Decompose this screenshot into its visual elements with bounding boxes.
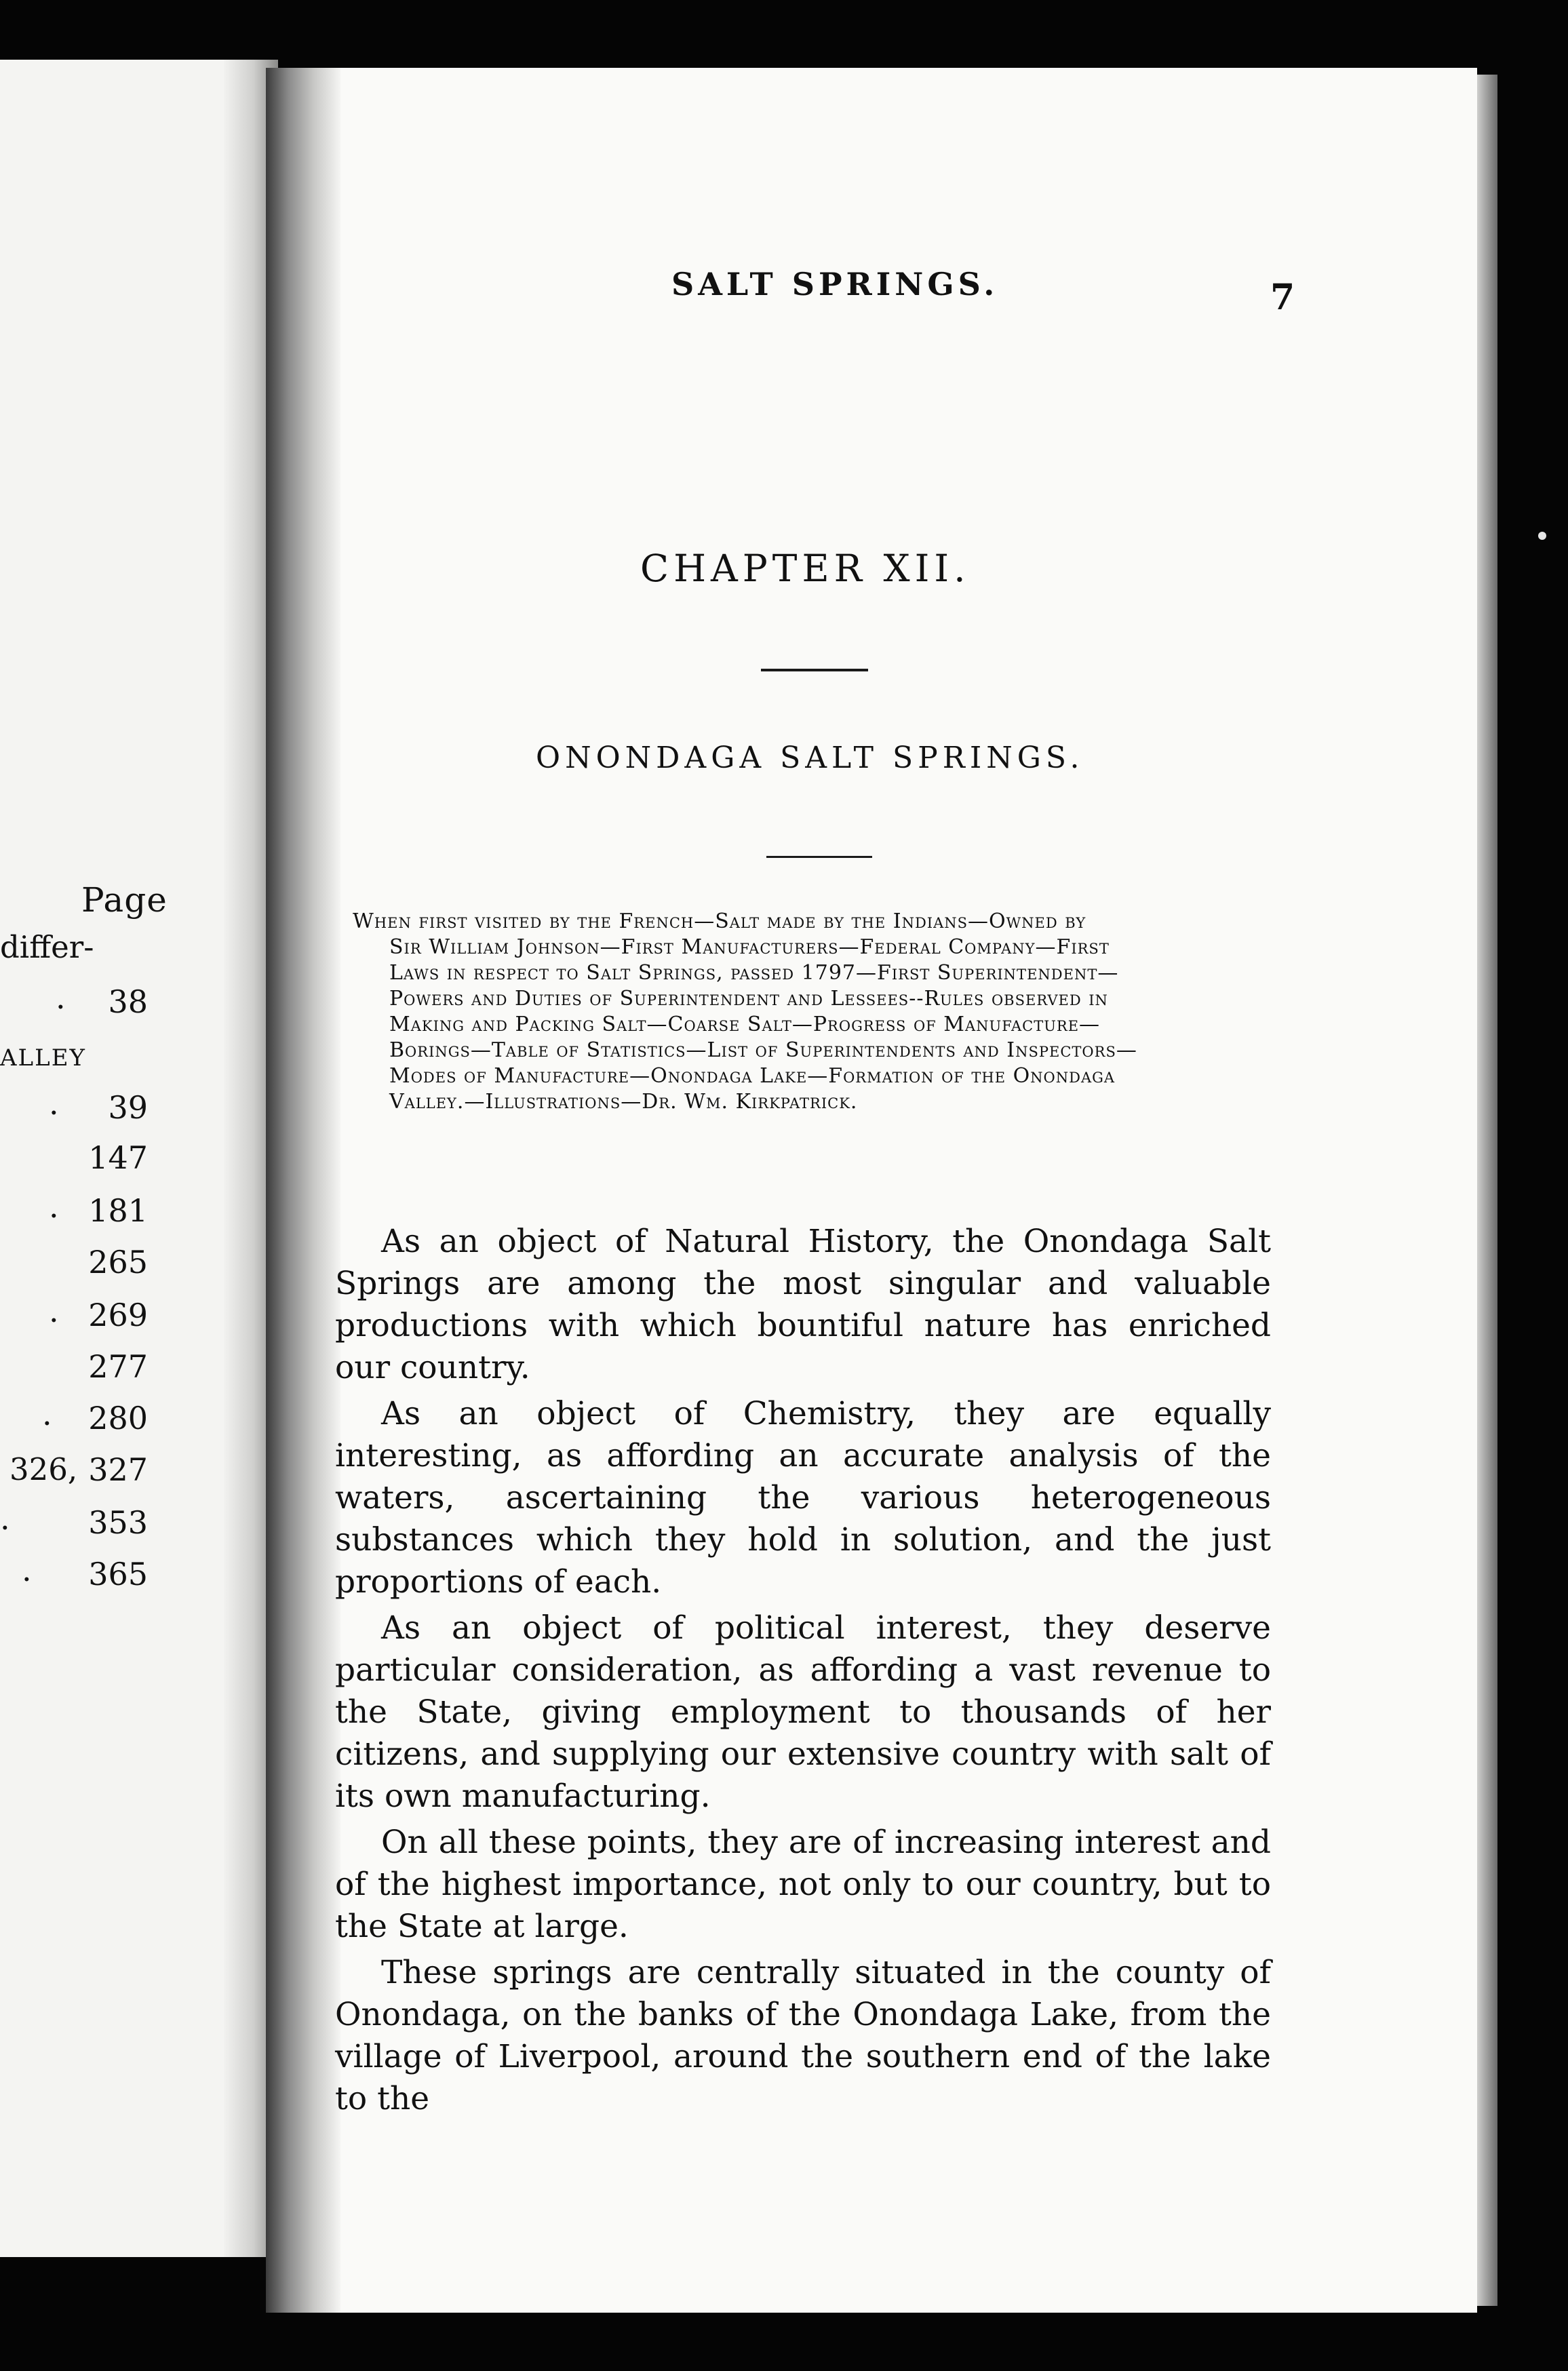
scan-artifact-dot bbox=[1538, 532, 1546, 540]
left-page-line-differ: differ- bbox=[0, 929, 94, 965]
leader-dot: . bbox=[42, 1396, 52, 1432]
left-page-line-alley: ALLEY bbox=[0, 1044, 86, 1072]
synopsis-line: Laws in respect to Salt Springs, passed 1797—First Superintendent— bbox=[389, 961, 1119, 985]
page-ref-number: 277 bbox=[88, 1348, 148, 1385]
leader-dot: . bbox=[22, 1552, 32, 1588]
page-ref-number: 365 bbox=[88, 1556, 148, 1592]
divider-rule bbox=[761, 669, 868, 671]
paragraph: These springs are centrally situated in the county of Onondaga, on the banks of the Onondaga Lake, from the village of Liverpool, around the southern end of the lake to the bbox=[335, 1954, 1271, 2117]
page-ref-number: 280 bbox=[88, 1400, 148, 1436]
right-page-spine-shadow bbox=[266, 68, 340, 2313]
right-page-edge bbox=[1477, 75, 1497, 2306]
leader-dot: . bbox=[49, 1293, 59, 1329]
page-number: 7 bbox=[1270, 277, 1295, 318]
page-ref-number: 181 bbox=[88, 1192, 148, 1229]
synopsis-line: Borings—Table of Statistics—List of Superintendents and Inspectors— bbox=[389, 1038, 1137, 1062]
page-ref-number: 38 bbox=[108, 983, 148, 1020]
running-head: SALT SPRINGS. bbox=[671, 266, 999, 302]
divider-rule bbox=[766, 856, 872, 858]
left-page-page-label: Page bbox=[81, 880, 168, 920]
synopsis-line: Powers and Duties of Superintendent and Lessees--Rules observed in bbox=[389, 987, 1108, 1011]
paragraph: As an object of political interest, they deserve particular consideration, as affording a vast revenue to the State, giving employment to thousands of her citizens, and supplying our extensive country with salt of its own manufacturing. bbox=[335, 1609, 1271, 1815]
page-ref-number: 327 bbox=[88, 1451, 148, 1488]
page-ref-number: 39 bbox=[108, 1089, 148, 1126]
synopsis-line: Sir William Johnson—First Manufacturers—Federal Company—First bbox=[389, 935, 1110, 959]
synopsis-line: Making and Packing Salt—Coarse Salt—Progress of Manufacture— bbox=[389, 1013, 1101, 1036]
paragraph: As an object of Chemistry, they are equally interesting, as affording an accurate analysis of the waters, ascertaining the various heterogeneous substances which they hold in solution, and the just proportions of each. bbox=[335, 1395, 1271, 1601]
leader-dot: . bbox=[49, 1085, 59, 1122]
leader-dot: . bbox=[49, 1188, 59, 1225]
synopsis-line: Modes of Manufacture—Onondaga Lake—Formation of the Onondaga bbox=[389, 1064, 1116, 1088]
page-ref-number: 147 bbox=[88, 1139, 148, 1176]
synopsis-line: When first visited by the French—Salt made by the Indians—Owned by bbox=[353, 909, 1086, 933]
chapter-synopsis bbox=[353, 909, 1275, 1115]
page-ref-number: 353 bbox=[88, 1504, 148, 1541]
paragraph: On all these points, they are of increasing interest and of the highest importance, not only to our country, but to the State at large. bbox=[335, 1824, 1271, 1945]
page-ref-number: 269 bbox=[88, 1297, 148, 1333]
synopsis-line: Valley.—Illustrations—Dr. Wm. Kirkpatrick. bbox=[389, 1090, 858, 1114]
chapter-title: CHAPTER XII. bbox=[640, 547, 971, 590]
leader-dot: . bbox=[0, 1500, 10, 1537]
section-title: ONONDAGA SALT SPRINGS. bbox=[536, 741, 1084, 775]
left-page-line-326: 326, bbox=[9, 1451, 78, 1487]
leader-dot: . bbox=[56, 979, 66, 1016]
page-ref-number: 265 bbox=[88, 1244, 148, 1280]
body-text bbox=[335, 1221, 1271, 2124]
paragraph: As an object of Natural History, the Onondaga Salt Springs are among the most singular and valuable productions with which bountiful nature has enriched our country. bbox=[335, 1223, 1271, 1386]
